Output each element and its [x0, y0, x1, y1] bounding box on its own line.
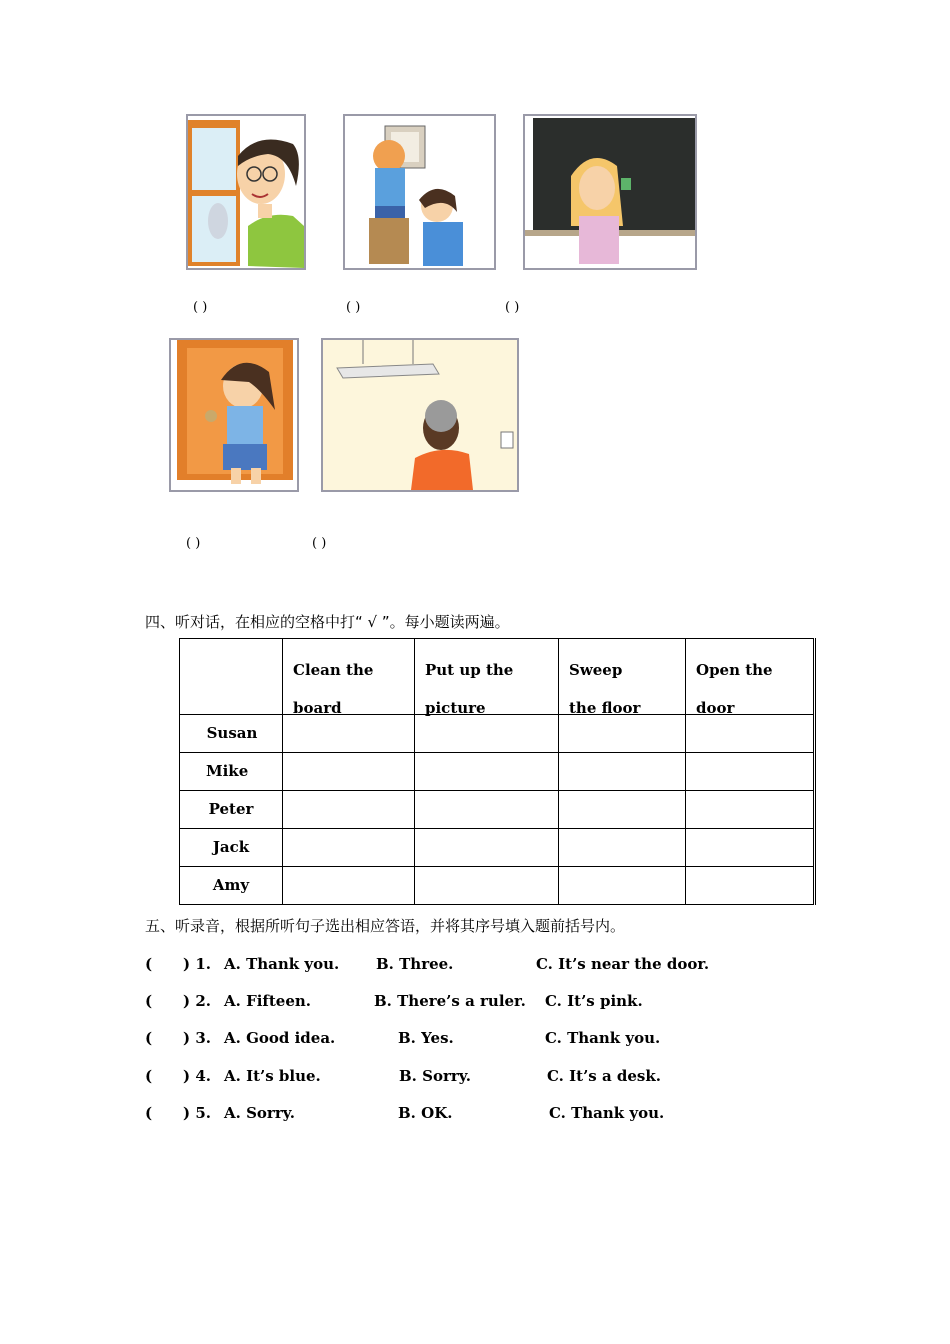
table-header-row — [180, 639, 815, 715]
answer-paren-3: ( ) — [505, 300, 520, 315]
section4-heading: 四、听对话，在相应的空格中打“ √ ”。每小题读两遍。 — [145, 613, 510, 631]
row-name: Susan — [180, 715, 283, 753]
answer-cell[interactable] — [415, 791, 559, 829]
table-row — [180, 867, 815, 905]
answer-cell[interactable] — [686, 753, 815, 791]
table-header-cell: Sweep the floor — [559, 639, 686, 715]
row-name: Peter — [180, 791, 283, 829]
option-b: B. Sorry. — [399, 1067, 471, 1085]
answer-cell[interactable] — [559, 829, 686, 867]
option-c: C. Thank you. — [549, 1104, 665, 1122]
answer-paren-2: ( ) — [346, 300, 361, 315]
checkbox-table — [179, 638, 816, 905]
table-header-cell — [180, 639, 283, 715]
row-name: Mike — [180, 753, 283, 791]
option-c: C. It’s a desk. — [547, 1067, 661, 1085]
table-row — [180, 829, 815, 867]
answer-paren-4: ( ) — [186, 536, 201, 551]
option-b: B. OK. — [398, 1104, 453, 1122]
question-number: ) 2. — [183, 992, 211, 1010]
option-b: B. There’s a ruler. — [374, 992, 526, 1010]
table-row — [180, 753, 815, 791]
picture-put-up-picture — [343, 114, 496, 270]
option-a: A. Fifteen. — [224, 992, 312, 1010]
row-name: Jack — [180, 829, 283, 867]
answer-cell[interactable] — [415, 753, 559, 791]
answer-paren[interactable]: ( — [145, 955, 153, 973]
answer-cell[interactable] — [686, 867, 815, 905]
answer-cell[interactable] — [686, 791, 815, 829]
table-header-cell: Put up the picture — [415, 639, 559, 715]
table-header-cell: Open the door — [686, 639, 815, 715]
answer-cell[interactable] — [283, 791, 415, 829]
question-number: ) 4. — [183, 1067, 211, 1085]
question-number: ) 1. — [183, 955, 211, 973]
option-a: A. It’s blue. — [224, 1067, 321, 1085]
option-a: A. Thank you. — [224, 955, 340, 973]
question-number: ) 5. — [183, 1104, 211, 1122]
answer-paren-5: ( ) — [312, 536, 327, 551]
answer-cell[interactable] — [559, 753, 686, 791]
answer-cell[interactable] — [283, 753, 415, 791]
option-b: B. Three. — [376, 955, 454, 973]
answer-paren[interactable]: ( — [145, 992, 153, 1010]
option-c: C. It’s near the door. — [536, 955, 710, 973]
answer-cell[interactable] — [415, 829, 559, 867]
picture-turn-on-light — [321, 338, 519, 492]
answer-paren[interactable]: ( — [145, 1067, 153, 1085]
option-c: C. It’s pink. — [545, 992, 643, 1010]
answer-cell[interactable] — [559, 791, 686, 829]
answer-paren-1: ( ) — [193, 300, 208, 315]
picture-clean-window — [186, 114, 306, 270]
answer-cell[interactable] — [415, 867, 559, 905]
answer-cell[interactable] — [283, 829, 415, 867]
answer-cell[interactable] — [686, 829, 815, 867]
answer-cell[interactable] — [283, 867, 415, 905]
answer-cell[interactable] — [559, 867, 686, 905]
option-c: C. Thank you. — [545, 1029, 661, 1047]
option-a: A. Good idea. — [224, 1029, 336, 1047]
row-name: Amy — [180, 867, 283, 905]
picture-open-door — [169, 338, 299, 492]
option-a: A. Sorry. — [224, 1104, 295, 1122]
answer-paren[interactable]: ( — [145, 1029, 153, 1047]
question-number: ) 3. — [183, 1029, 211, 1047]
section5-heading: 五、听录音，根据所听句子选出相应答语，并将其序号填入题前括号内。 — [145, 917, 626, 935]
picture-clean-board — [523, 114, 697, 270]
answer-paren[interactable]: ( — [145, 1104, 153, 1122]
option-b: B. Yes. — [398, 1029, 454, 1047]
table-row — [180, 791, 815, 829]
table-header-cell: Clean the board — [283, 639, 415, 715]
